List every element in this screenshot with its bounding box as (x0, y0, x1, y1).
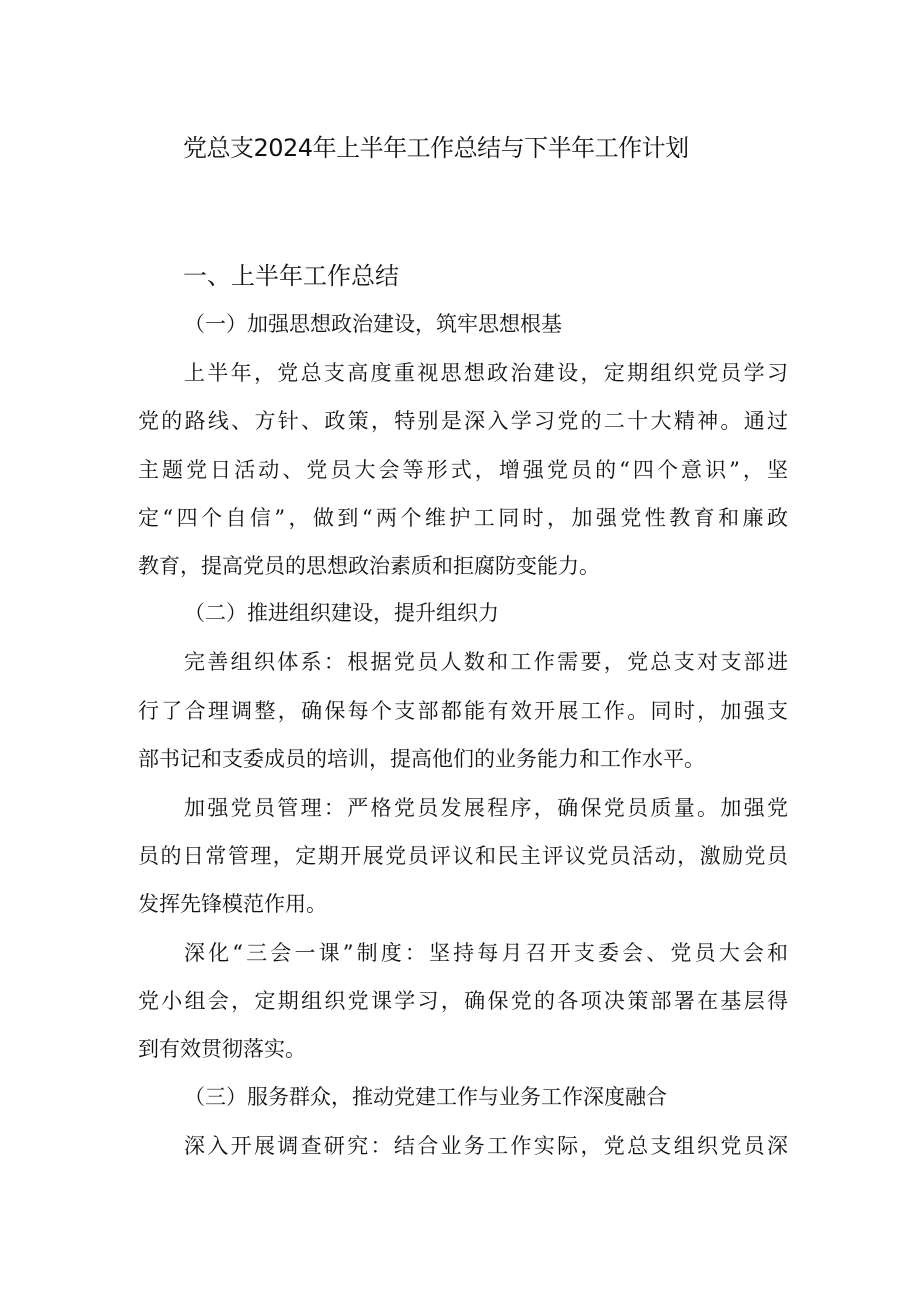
paragraph-line: 部书记和支委成员的培训，提高他们的业务能力和工作水平。 (138, 747, 705, 771)
paragraph-line: 加强党员管理：严格党员发展程序，确保党员质量。加强党 (184, 796, 788, 820)
paragraph-line: 定“四个自信”，做到“两个维护工同时，加强党性教育和廉政 (138, 506, 788, 530)
paragraph-line: 教育，提高党员的思想政治素质和拒腐防变能力。 (138, 554, 600, 578)
paragraph-line: 党的路线、方针、政策，特别是深入学习党的二十大精神。通过 (138, 409, 788, 433)
paragraph-line: 完善组织体系：根据党员人数和工作需要，党总支对支部进 (184, 650, 788, 674)
paragraph-line: 上半年，党总支高度重视思想政治建设，定期组织党员学习 (184, 361, 788, 385)
paragraph-line: 党小组会，定期组织党课学习，确保党的各项决策部署在基层得 (138, 989, 788, 1013)
paragraph-line: 主题党日活动、党员大会等形式，增强党员的“四个意识”，坚 (138, 458, 788, 482)
paragraph-line: 深化“三会一课”制度：坚持每月召开支委会、党员大会和 (184, 941, 788, 965)
paragraph-line: 深入开展调查研究：结合业务工作实际，党总支组织党员深 (184, 1134, 788, 1158)
document-title: 党总支2024年上半年工作总结与下半年工作计划 (183, 134, 689, 162)
subsection-heading: （二）推进组织建设，提升组织力 (184, 601, 499, 625)
subsection-heading: （一）加强思想政治建设，筑牢思想根基 (184, 312, 562, 336)
section-heading: 一、上半年工作总结 (183, 262, 399, 290)
paragraph-line: 发挥先锋模范作用。 (138, 892, 327, 916)
paragraph-line: 员的日常管理，定期开展党员评议和民主评议党员活动，激励党员 (138, 844, 788, 868)
paragraph-line: 行了合理调整，确保每个支部都能有效开展工作。同时，加强支 (138, 699, 788, 723)
paragraph-line: 到有效贯彻落实。 (138, 1037, 306, 1061)
subsection-heading: （三）服务群众，推动党建工作与业务工作深度融合 (184, 1085, 667, 1109)
